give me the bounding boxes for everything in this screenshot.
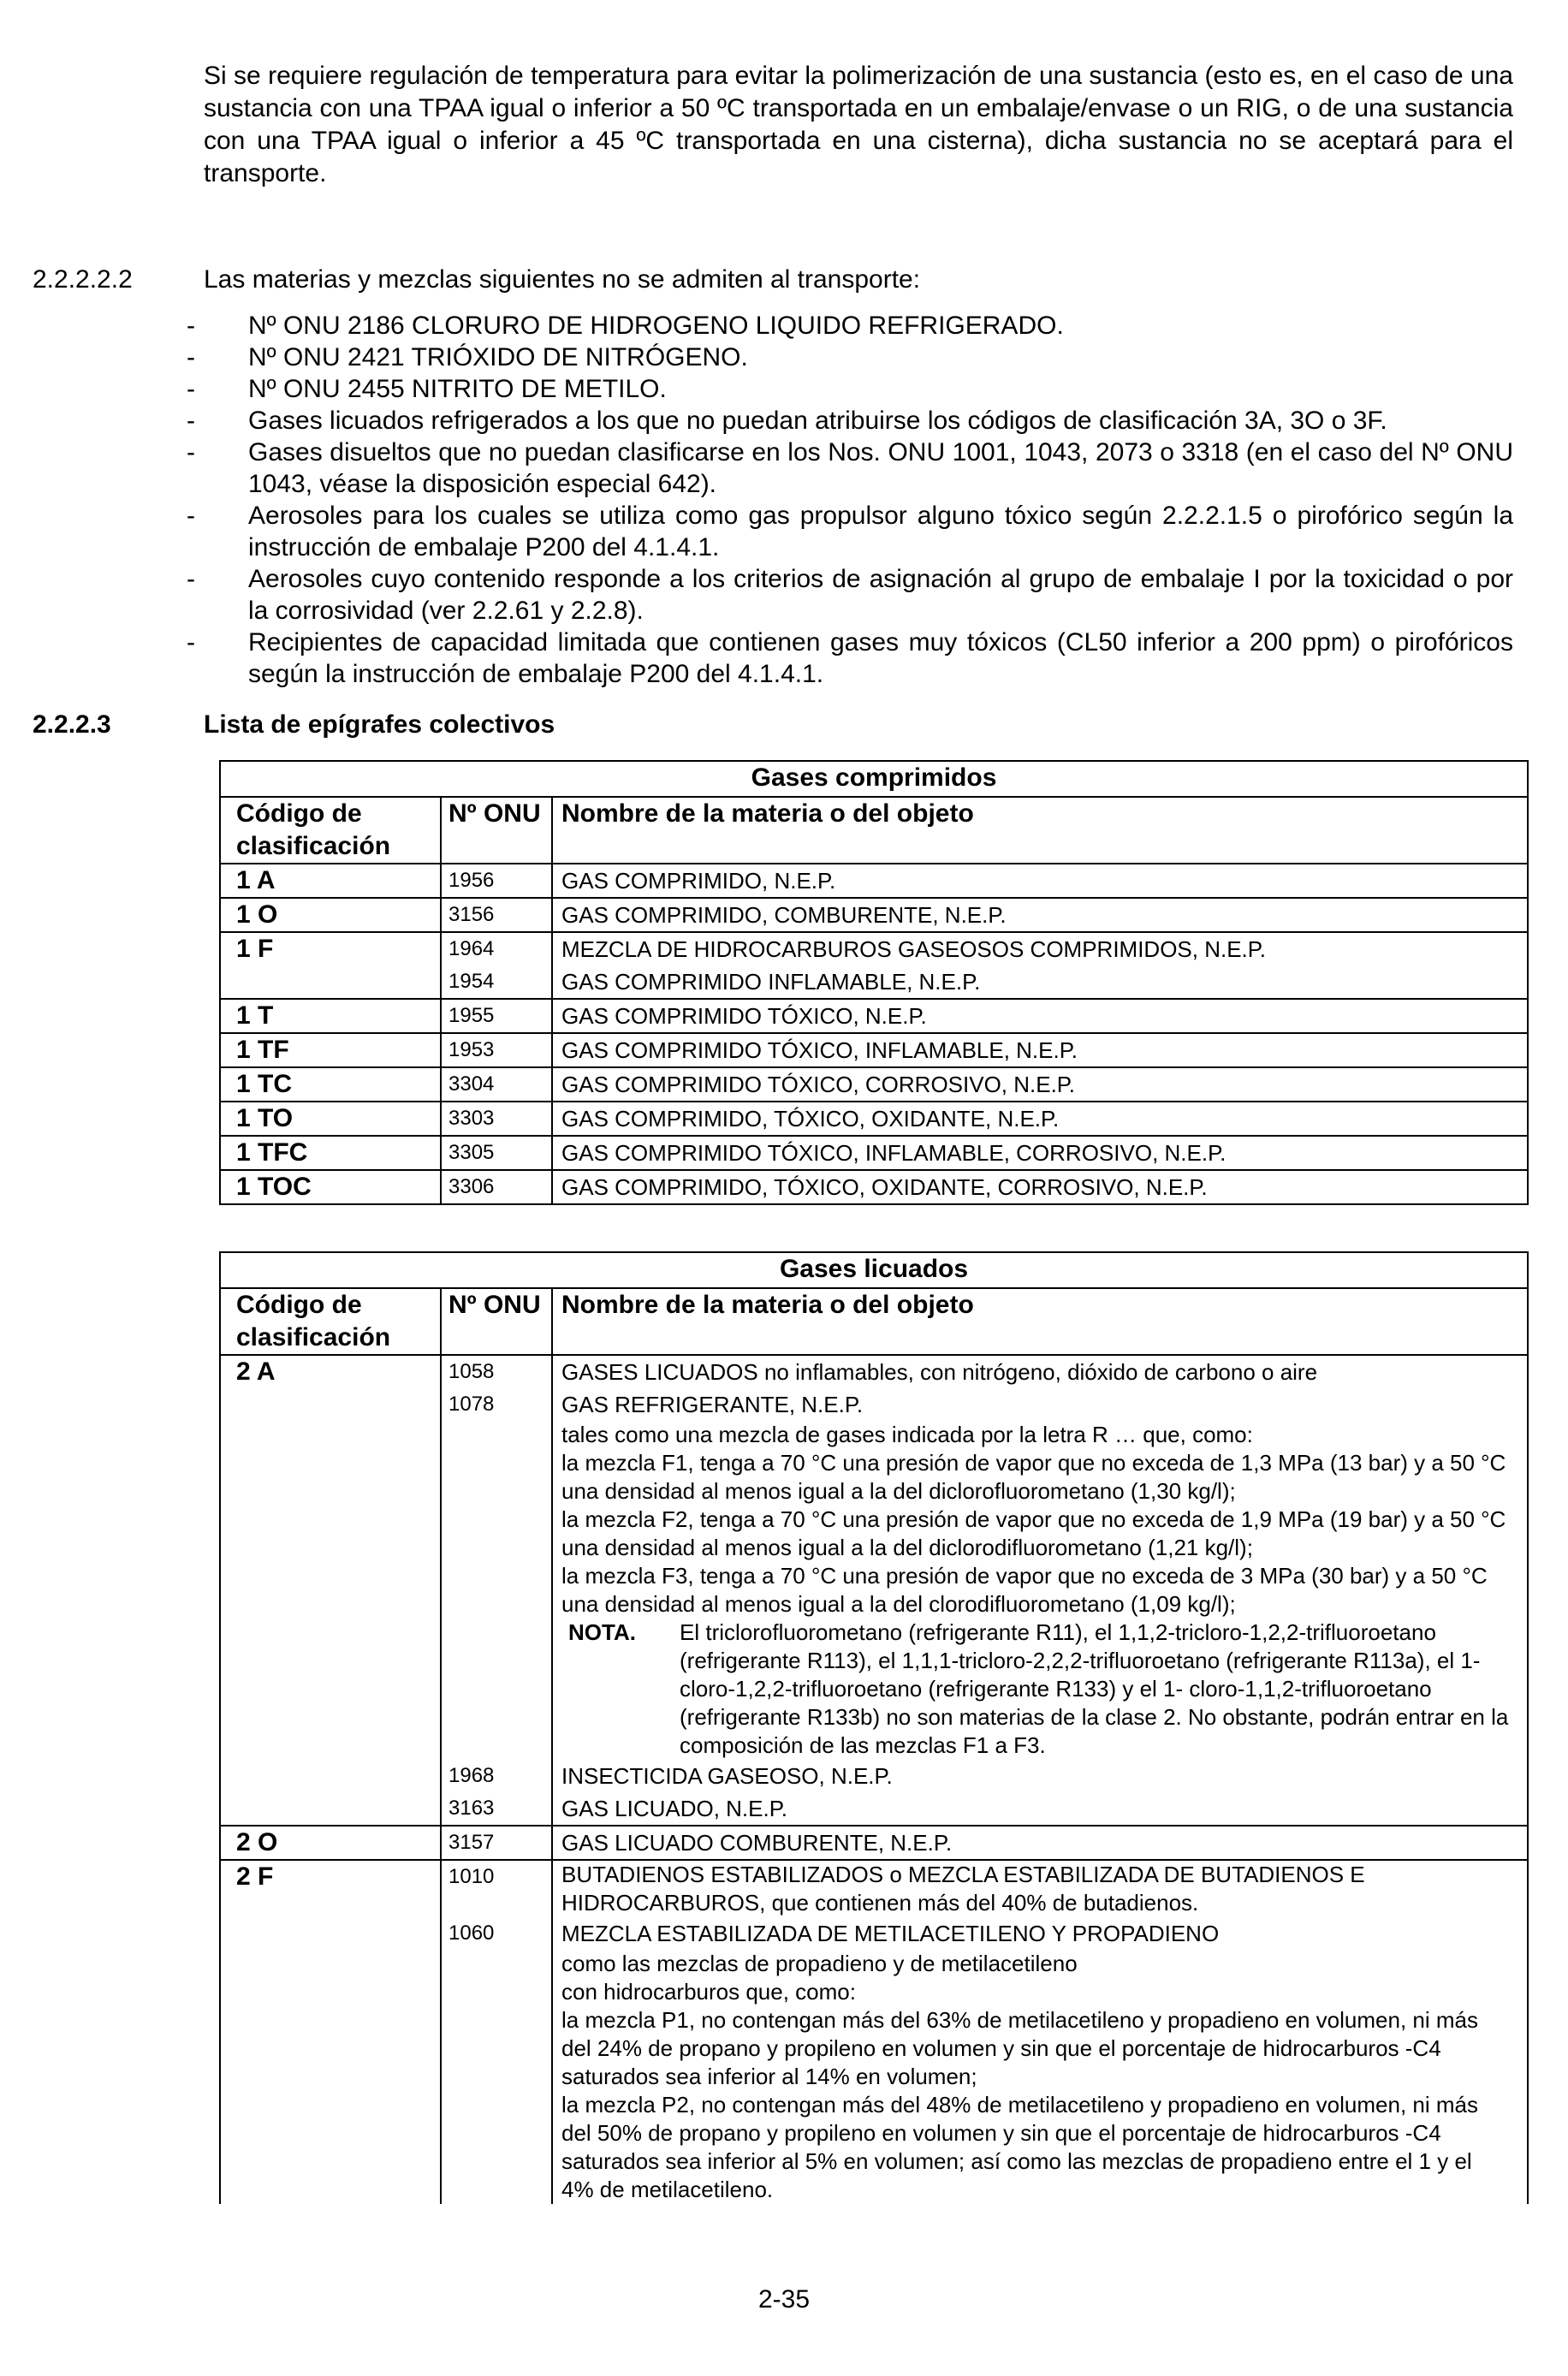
- table-row: 1 TC 3304 GAS COMPRIMIDO TÓXICO, CORROSIVO, N.E.P.: [220, 1067, 1528, 1102]
- list-item: - Aerosoles para los cuales se utiliza como gas propulsor alguno tóxico según 2.2.2.1.5 o pirofórico según la instrucción de embalaje P200 del 4.1.4.1.: [187, 502, 1513, 561]
- list-item: - Nº ONU 2421 TRIÓXIDO DE NITRÓGENO.: [187, 343, 748, 371]
- table-row: 2 F 1010 BUTADIENOS ESTABILIZADOS o MEZCLA ESTABILIZADA DE BUTADIENOS E HIDROCARBUROS, que contienen más del 40% de butadienos.: [220, 1860, 1528, 1917]
- table-liquefied-gases: [219, 1251, 1529, 2204]
- table-row: 1 TOC 3306 GAS COMPRIMIDO, TÓXICO, OXIDANTE, CORROSIVO, N.E.P.: [220, 1170, 1528, 1204]
- header-un-number: Nº ONU: [441, 797, 552, 864]
- table-row: 1 TF 1953 GAS COMPRIMIDO TÓXICO, INFLAMABLE, N.E.P.: [220, 1033, 1528, 1067]
- table-row: 2 A 1058 GASES LICUADOS no inflamables, con nitrógeno, dióxido de carbono o aire: [220, 1355, 1528, 1388]
- excluded-substances-list: [187, 310, 1513, 690]
- list-item: - Aerosoles cuyo contenido responde a los criterios de asignación al grupo de embalaje I por la toxicidad o por la corrosividad (ver 2.2.61 y 2.2.8).: [187, 565, 1513, 625]
- table-row: 1 TO 3303 GAS COMPRIMIDO, TÓXICO, OXIDANTE, N.E.P.: [220, 1102, 1528, 1136]
- list-item: - Nº ONU 2186 CLORURO DE HIDROGENO LIQUIDO REFRIGERADO.: [187, 312, 1064, 340]
- list-item: - Gases disueltos que no puedan clasificarse en los Nos. ONU 1001, 1043, 2073 o 3318 (en el caso del Nº ONU 1043, véase la disposición especial 642).: [187, 438, 1513, 498]
- intro-paragraph: Si se requiere regulación de temperatura para evitar la polimerización de una sustancia (esto es, en el caso de una sustancia con una TPAA igual o inferior a 50 ºC transportada en un embalaje/envase o un RIG, o de una sustancia con una TPAA igual o inferior a 45 ºC transportada en una cisterna), dicha sustancia no se aceptará para el transporte.: [204, 62, 1513, 187]
- note-block: NOTA. El triclorofluorometano (refrigerante R11), el 1,1,2-tricloro-1,2,2-trifluoroetano (refrigerante R113), el 1,1,1-tricloro-2,2,2-trifluoroetano (refrigerante R113a), el 1-cloro-1,2,2-trifluoroetano (refrigerante R133) y el 1- cloro-1,1,2-trifluoroetano (refrigerante R133b) no son materias de la clase 2. No obstante, podrán entrar en la composición de las mezclas F1 a F3.: [568, 1619, 1509, 1758]
- table-row: 1 O 3156 GAS COMPRIMIDO, COMBURENTE, N.E.P.: [220, 898, 1528, 932]
- table-row: 1968 INSECTICIDA GASEOSO, N.E.P.: [220, 1760, 1528, 1792]
- header-code: Código de clasificación: [220, 797, 441, 864]
- table-row: 1 TFC 3305 GAS COMPRIMIDO TÓXICO, INFLAMABLE, CORROSIVO, N.E.P.: [220, 1136, 1528, 1170]
- section-number-2-2-2-3: 2.2.2.3: [33, 710, 111, 739]
- table-row: 1 A 1956 GAS COMPRIMIDO, N.E.P.: [220, 864, 1528, 898]
- table-row: 1 F 1964 1954 MEZCLA DE HIDROCARBUROS GASEOSOS COMPRIMIDOS, N.E.P. GAS COMPRIMIDO INFLAMABLE, N.E.P.: [220, 932, 1528, 999]
- list-item: - Recipientes de capacidad limitada que contienen gases muy tóxicos (CL50 inferior a 200 ppm) o pirofóricos según la instrucción de embalaje P200 del 4.1.4.1.: [187, 628, 1513, 688]
- table-row: 1060 MEZCLA ESTABILIZADA DE METILACETILENO Y PROPADIENO como las mezclas de propadieno y de metilacetileno con hidrocarburos que, como: la mezcla P1, no contengan más del 63% de metilacetileno y propadieno en volumen, ni más del 24% de propano y propileno en volumen y sin que el porcentaje de hidrocarburos -C4 saturados sea inferior al 14% en volumen; la mezcla P2, no contengan más del 48% de metilacetileno y propadieno en volumen, ni más del 50% de propano y propileno en volumen y sin que el porcentaje de hidrocarburos -C4 saturados sea inferior al 5% en volumen; así como las mezclas de propadieno entre el 1 y el 4% de metilacetileno.: [220, 1917, 1528, 2204]
- list-item: - Nº ONU 2455 NITRITO DE METILO.: [187, 375, 667, 403]
- table-title: Gases comprimidos: [220, 761, 1528, 797]
- table-row: 2 O 3157 GAS LICUADO COMBURENTE, N.E.P.: [220, 1826, 1528, 1860]
- list-item: - Gases licuados refrigerados a los que no puedan atribuirse los códigos de clasificación 3A, 3O o 3F.: [187, 407, 1387, 435]
- table-compressed-gases: [219, 760, 1529, 1205]
- header-code: Código de clasificación: [220, 1288, 441, 1355]
- section-title-2-2-2-2-2: Las materias y mezclas siguientes no se admiten al transporte:: [204, 265, 921, 294]
- table-row: 1 T 1955 GAS COMPRIMIDO TÓXICO, N.E.P.: [220, 999, 1528, 1033]
- table-row: 1078 GAS REFRIGERANTE, N.E.P. tales como una mezcla de gases indicada por la letra R … que, como: la mezcla F1, tenga a 70 °C una presión de vapor que no exceda de 1,3 MPa (13 bar) y a 50 °C una densidad al menos igual a la del diclorofluorometano (1,30 kg/l); la mezcla F2, tenga a 70 °C una presión de vapor que no exceda de 1,9 MPa (19 bar) y a 50 °C una densidad al menos igual a la del diclorodifluorometano (1,21 kg/l); la mezcla F3, tenga a 70 °C una presión de vapor que no exceda de 3 MPa (30 bar) y a 50 °C una densidad al menos igual a la del clorodifluorometano (1,09 kg/l); NOTA. El triclorofluorometano (refrigerante R11), el 1,1,2-tricloro-1,2,2-trifluoroetano (refrigerante R113), el 1,1,1-tricloro-2,2,2-trifluoroetano (refrigerante R113a), el 1-cloro-1,2,2-trifluoroetano (refrigerante R133) y el 1- cloro-1,1,2-trifluoroetano (refrigerante R133b) no son materias de la clase 2. No obstante, podrán entrar en la composición de las mezclas F1 a F3.: [220, 1388, 1528, 1760]
- header-name: Nombre de la materia o del objeto: [552, 1288, 1528, 1355]
- page-number: 2-35: [757, 2285, 811, 2314]
- table-row: 3163 GAS LICUADO, N.E.P.: [220, 1792, 1528, 1826]
- header-un-number: Nº ONU: [441, 1288, 552, 1355]
- section-title-2-2-2-3: Lista de epígrafes colectivos: [204, 710, 555, 739]
- section-number-2-2-2-2-2: 2.2.2.2.2: [33, 265, 133, 294]
- header-name: Nombre de la materia o del objeto: [552, 797, 1528, 864]
- table-title: Gases licuados: [220, 1252, 1528, 1288]
